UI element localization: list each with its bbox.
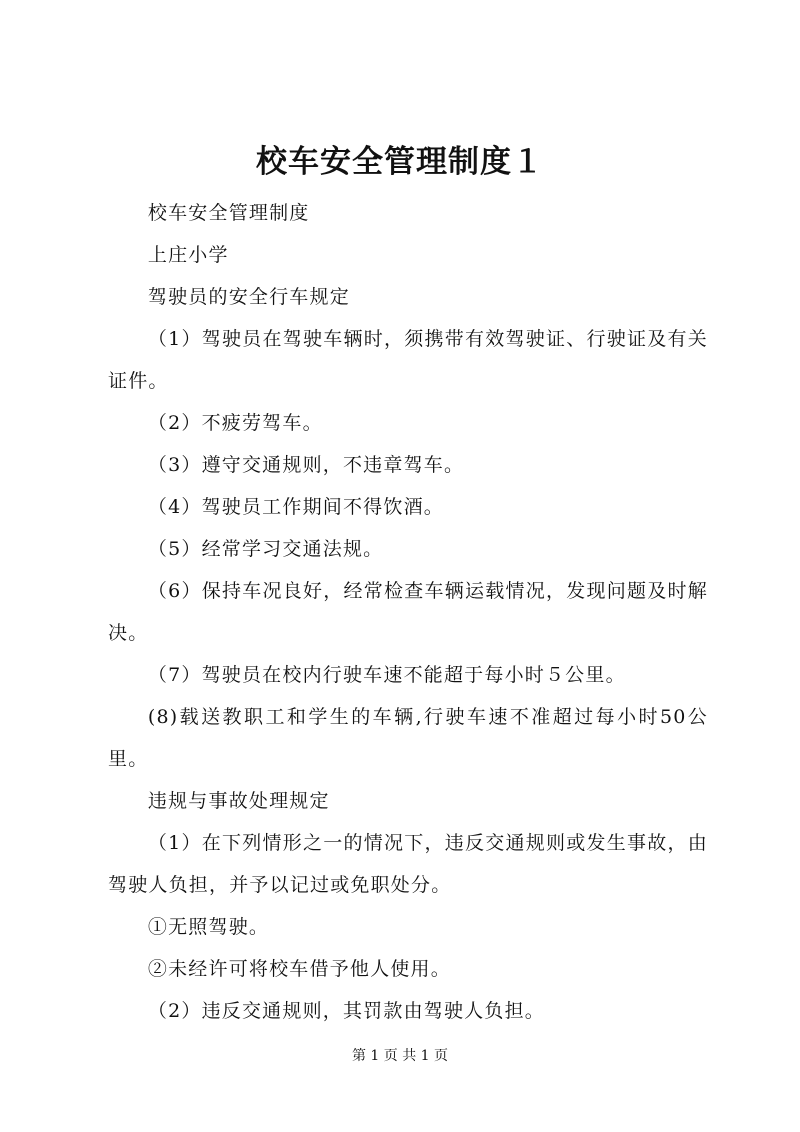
paragraph-rule-6: （6）保持车况良好，经常检查车辆运载情况，发现问题及时解决。 bbox=[108, 580, 708, 644]
paragraph-violation-1: （1）在下列情形之一的情况下，违反交通规则或发生事故，由驾驶人负担，并予以记过或免职处分。 bbox=[108, 832, 708, 896]
paragraph-school-name: 上庄小学 bbox=[147, 244, 229, 266]
paragraph-violation-2: （2）违反交通规则，其罚款由驾驶人负担。 bbox=[147, 1000, 545, 1022]
paragraph-rule-4: （4）驾驶员工作期间不得饮酒。 bbox=[147, 496, 444, 518]
paragraph-subtitle: 校车安全管理制度 bbox=[147, 202, 310, 224]
document-body bbox=[108, 192, 708, 1032]
paragraph-rule-5: （5）经常学习交通法规。 bbox=[147, 538, 384, 560]
paragraph-rule-1: （1）驾驶员在驾驶车辆时，须携带有效驾驶证、行驶证及有关证件。 bbox=[108, 328, 708, 392]
paragraph-violation-1a: ①无照驾驶。 bbox=[147, 916, 270, 938]
paragraph-rule-2: （2）不疲劳驾车。 bbox=[147, 412, 323, 434]
document-title: 校车安全管理制度１ bbox=[256, 144, 544, 180]
paragraph-rule-8: (8)载送教职工和学生的车辆,行驶车速不准超过每小时50公里。 bbox=[108, 706, 708, 770]
paragraph-rule-3: （3）遵守交通规则，不违章驾车。 bbox=[147, 454, 465, 476]
section-heading-violation-rules: 违规与事故处理规定 bbox=[147, 790, 330, 812]
paragraph-violation-1b: ②未经许可将校车借予他人使用。 bbox=[147, 958, 451, 980]
section-heading-driver-rules: 驾驶员的安全行车规定 bbox=[147, 286, 350, 308]
page-footer: 第 1 页 共 1 页 bbox=[351, 1048, 449, 1064]
paragraph-rule-7: （7）驾驶员在校内行驶车速不能超于每小时５公里。 bbox=[147, 664, 626, 686]
